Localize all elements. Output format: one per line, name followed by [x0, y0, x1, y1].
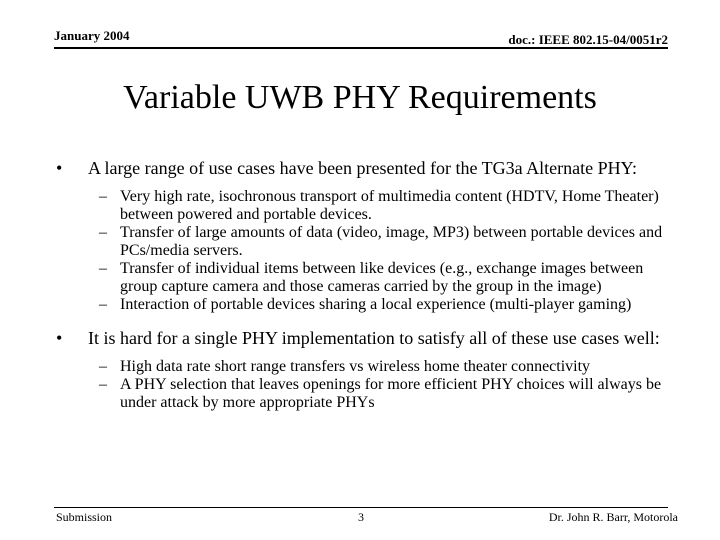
sub-bullet-text: Very high rate, isochronous transport of multimedia content (HDTV, Home Theater) between powered and portable devices.	[120, 188, 659, 223]
bullet-marker: •	[56, 327, 63, 348]
bullet-text: A large range of use cases have been presented for the TG3a Alternate PHY:	[88, 158, 637, 178]
sub-bullet-item	[56, 260, 676, 295]
bullet-item	[56, 328, 676, 348]
slide-header-doc-id: doc.: IEEE 802.15-04/0051r2	[508, 32, 668, 47]
footer-author: Dr. John R. Barr, Motorola	[548, 510, 678, 524]
sub-bullet-text: Transfer of large amounts of data (video, image, MP3) between portable devices and PCs/media servers.	[120, 224, 663, 259]
bullet-marker: •	[56, 158, 63, 178]
slide-header-date: January 2004	[54, 28, 130, 43]
sub-bullet-item	[56, 296, 676, 314]
sub-bullet-marker: –	[99, 376, 107, 393]
sub-bullet-item	[56, 376, 676, 411]
sub-bullet-text: High data rate short range transfers vs wireless home theater connectivity	[120, 357, 591, 375]
sub-bullet-marker: –	[99, 224, 107, 241]
header-divider	[54, 47, 668, 49]
sub-bullet-list	[56, 358, 676, 412]
sub-bullet-item	[56, 224, 676, 259]
footer-divider	[54, 507, 668, 508]
sub-bullet-marker: –	[99, 260, 107, 277]
sub-bullet-marker: –	[99, 296, 107, 313]
bullet-text: It is hard for a single PHY implementation to satisfy all of these use cases well:	[88, 327, 660, 348]
sub-bullet-text: Interaction of portable devices sharing a local experience (multi-player gaming)	[120, 296, 632, 313]
footer-submission-label: Submission	[56, 510, 113, 524]
sub-bullet-item	[56, 188, 676, 223]
sub-bullet-marker: –	[99, 357, 107, 375]
slide-title: Variable UWB PHY Requirements	[123, 79, 597, 116]
sub-bullet-marker: –	[99, 188, 107, 205]
bullet-item	[56, 158, 676, 178]
sub-bullet-text: Transfer of individual items between like devices (e.g., exchange images between group capture camera and those cameras carried by the group in the image)	[120, 260, 644, 295]
slide-body	[56, 158, 676, 425]
footer-page-number: 3	[358, 510, 364, 524]
sub-bullet-item	[56, 358, 676, 376]
sub-bullet-list	[56, 188, 676, 314]
sub-bullet-text: A PHY selection that leaves openings for more efficient PHY choices will always be under attack by more appropriate PHYs	[120, 376, 662, 411]
